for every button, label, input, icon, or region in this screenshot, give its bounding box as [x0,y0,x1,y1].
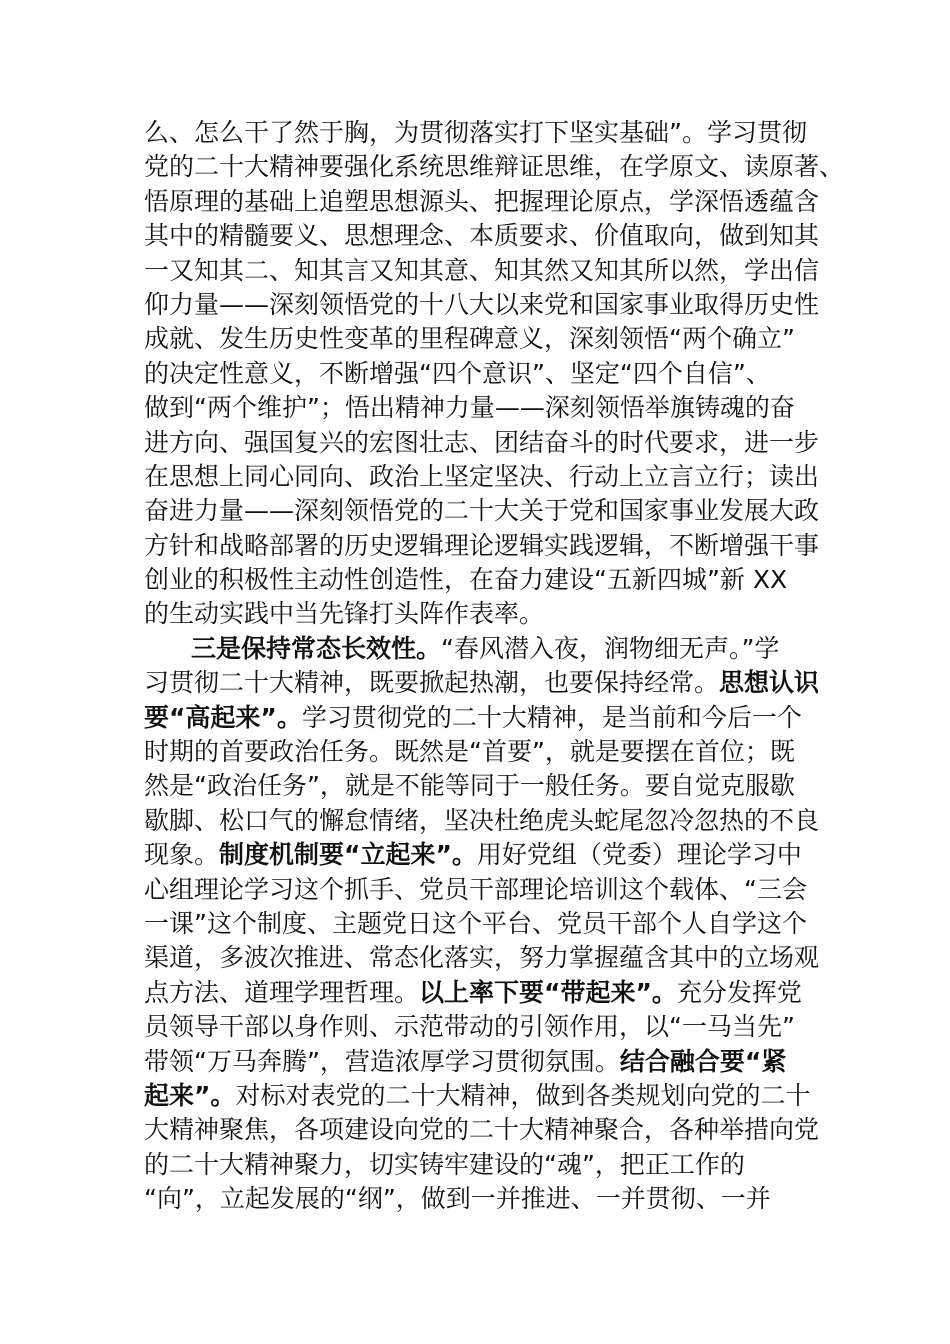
text-line: “向”，立起发展的“纲”，做到一并推进、一并贯彻、一并 [144,1184,771,1214]
text-line: 歇脚、松口气的懈怠情绪，坚决杜绝虎头蛇尾忽冷忽热的不良 [144,805,820,835]
text-line: 创业的积极性主动性创造性，在奋力建设“五新四城”新 XX [144,565,788,595]
bold-phrase: 结合融合要“紧 [619,1046,787,1076]
text-line [144,632,808,666]
text-line [144,1045,808,1079]
bold-phrase: 以上率下要“带起来”。 [419,977,677,1007]
text-line: 的二十大精神聚力，切实铸牢建设的“魂”，把正工作的 [144,1149,745,1179]
bold-phrase: 起来”。 [144,1080,236,1110]
text-run: 带领“万马奔腾”，营造浓厚学习贯彻氛围。 [144,1046,620,1076]
body-text [144,116,845,1217]
text-line: 其中的精髓要义、思想理念、本质要求、价值取向，做到知其 [144,221,820,251]
bold-phrase: 要“高起来”。 [144,702,302,732]
text-line: 在思想上同心同向、政治上坚定坚决、行动上立言立行；读出 [144,461,820,491]
text-line: 一又知其二、知其言又知其意、知其然又知其所以然，学出信 [144,255,820,285]
text-line: 然是“政治任务”，就是不能等同于一般任务。要自觉克服歇 [144,771,795,801]
text-run: 习贯彻二十大精神，既要掀起热潮，也要保持经常。 [144,668,720,698]
text-line: 奋进力量——深刻领悟党的二十大关于党和国家事业发展大政 [144,496,820,526]
text-line: 心组理论学习这个抓手、党员干部理论培训这个载体、“三会 [144,874,807,904]
text-line: 悟原理的基础上追塑思想源头、把握理论原点，学深悟透蕴含 [144,186,820,216]
text-line [144,701,808,735]
text-line: 的生动实践中当先锋打头阵作表率。 [144,599,545,629]
text-line: 么、怎么干了然于胸，为贯彻落实打下坚实基础”。学习贯彻 [144,118,807,147]
text-line: 的决定性意义，不断增强“四个意识”、坚定“四个自信”、 [144,358,771,388]
text-line: 员领导干部以身作则、示范带动的引领作用，以“一马当先” [144,1012,795,1042]
bold-phrase: 思想认识 [719,668,820,698]
text-run: 点方法、道理学理哲理。 [144,977,420,1007]
text-line: 党的二十大精神要强化系统思维辩证思维，在学原文、读原著、 [144,152,845,182]
text-line: 方针和战略部署的历史逻辑理论逻辑实践逻辑，不断增强干事 [144,530,820,560]
text-line: 大精神聚焦，各项建设向党的二十大精神聚合，各种举措向党 [144,1115,820,1145]
text-line: 仰力量——深刻领悟党的十八大以来党和国家事业取得历史性 [144,289,820,319]
text-line: 渠道，多波次推进、常态化落实，努力掌握蕴含其中的立场观 [144,943,820,973]
text-line [144,838,808,872]
text-run: 现象。 [144,840,220,870]
text-line: 时期的首要政治任务。既然是“首要”，就是要摆在首位；既 [144,737,795,767]
section-heading: 三是保持常态长效性。 [191,633,442,663]
text-line: 成就、发生历史性变革的里程碑意义，深刻领悟“两个确立” [144,324,795,354]
text-line: 做到“两个维护”；悟出精神力量——深刻领悟举旗铸魂的奋 [144,393,795,423]
text-run: “春风潜入夜，润物细无声。”学 [441,633,780,663]
text-line [144,976,808,1010]
text-line: 进方向、强国复兴的宏图壮志、团结奋斗的时代要求，进一步 [144,427,820,457]
text-run: 用好党组（党委）理论学习中 [476,840,802,870]
paragraph-three [144,632,820,1217]
text-line [144,1079,811,1113]
bold-phrase: 制度机制要“立起来”。 [219,840,477,870]
text-run: 对标对表党的二十大精神，做到各类规划向党的二十 [235,1080,811,1110]
text-line: 一课”这个制度、主题党日这个平台、党员干部个人自学这个 [144,908,807,938]
text-line [144,666,820,700]
text-run: 学习贯彻党的二十大精神，是当前和今后一个 [301,702,802,732]
text-run: 充分发挥党 [676,977,802,1007]
paragraph-continuation [144,116,845,632]
